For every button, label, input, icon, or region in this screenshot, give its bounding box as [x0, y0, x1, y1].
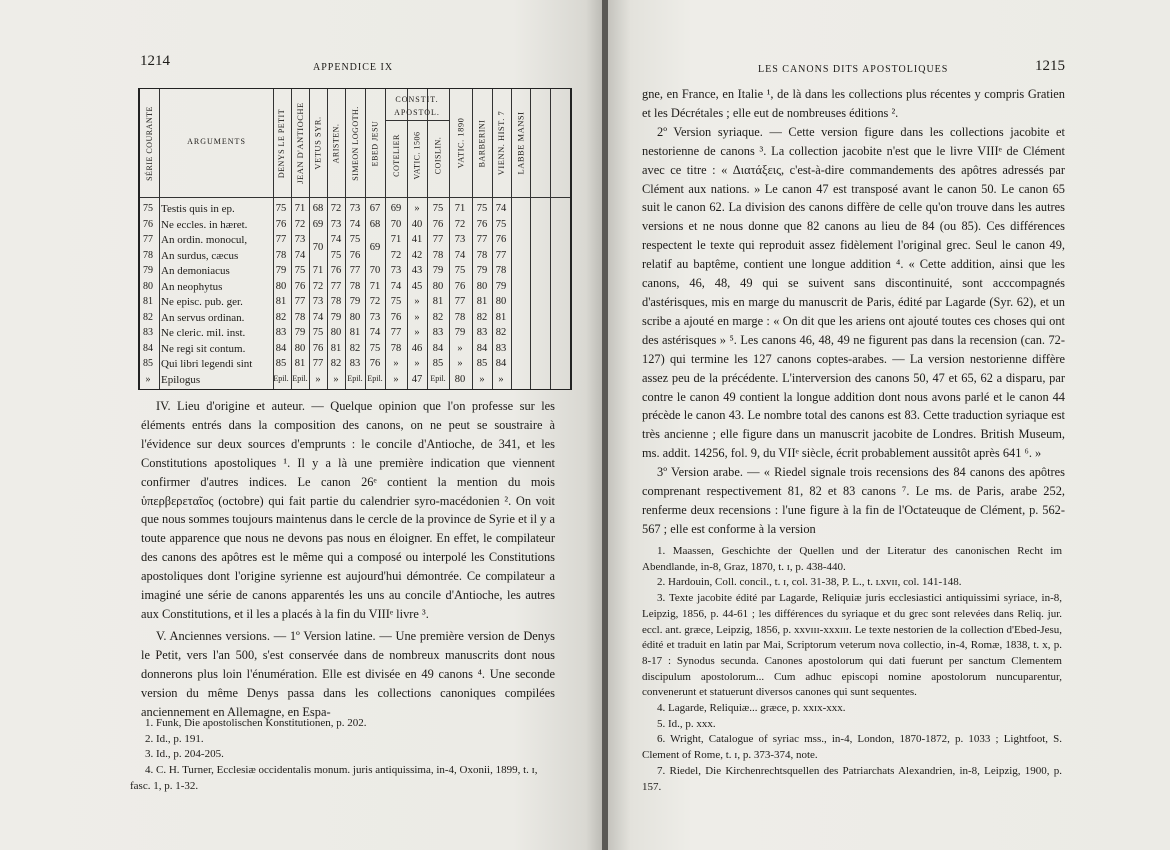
- table-cell: »: [498, 373, 504, 385]
- table-cell: 76: [432, 218, 444, 230]
- table-cell: 42: [411, 249, 423, 261]
- table-cell: 85: [432, 358, 444, 369]
- table-cell: 80: [275, 280, 287, 292]
- canon-argument: An servus ordinan.: [161, 311, 245, 324]
- table-row: [140, 201, 570, 218]
- table-cell: 82: [432, 311, 444, 323]
- footnote: 7. Riedel, Die Kirchenrechtsquellen des Patriarchats Alexandrien, in-8, Leipzig, 1900, p. 157.: [642, 764, 1062, 793]
- canon-argument: Ne eccles. in hæret.: [161, 218, 248, 231]
- table-cell: 81: [275, 296, 287, 307]
- table-row: [140, 294, 570, 311]
- footnote: 1. Funk, Die apostolischen Konstitutionen, p. 202.: [145, 717, 367, 729]
- table-cell: 77: [454, 296, 466, 307]
- table-cell: 75: [349, 234, 361, 245]
- table-cell: 78: [275, 249, 287, 261]
- table-cell: 76: [294, 280, 306, 292]
- left-body-text: [141, 397, 555, 721]
- page-number: 1215: [1035, 58, 1065, 74]
- table-cell: 78: [454, 311, 466, 323]
- table-cell: 84: [495, 358, 507, 369]
- table-cell: 74: [330, 234, 342, 245]
- table-row: [140, 217, 570, 234]
- table-cell: 68: [312, 203, 324, 214]
- canon-argument: An surdus, cæcus: [161, 249, 239, 262]
- table-cell: 83: [349, 358, 361, 369]
- paragraph: IV. Lieu d'origine et auteur. — Quelque opinion que l'on professe sur les éléments entrés dans la composition des canons, on ne peut se soustraire à l'évidence sur deux sources d'emprunts : le concile d'Antioche, de 341, et les Constitutions apostoliques ¹. Il y a là une première indication que viennent confirmer d'autres indices. Le canon 26ᵉ contient la mention du mois ὑπερβερεταῖος (octobre) qui fait partie du calendrier syro-macédonien ². On voit que nous sommes toujours maintenus dans le cercle de la province de Syrie et il y a toute apparence que nous ne devons pas nous en éloigner. En effet, le compilateur des canons des apôtres est le même qui a composé ou interpolé les Constitutions apostoliques dont l'origine syrienne est aujourd'hui démontrée. Ce compilateur a imaginé une série de canons apparentés les uns au concile d'Antioche, les autres aux Constitutions, et il les a placés à la fin du VIIIᵉ livre ³.: [141, 399, 555, 621]
- table-cell: 73: [369, 311, 381, 323]
- table-cell: 75: [275, 203, 287, 214]
- table-cell: 77: [275, 234, 287, 245]
- table-cell: 76: [454, 280, 466, 292]
- table-cell: 78: [432, 249, 444, 261]
- table-cell: Epil.: [292, 373, 308, 383]
- table-group-rule: [385, 120, 449, 121]
- table-cell: »: [414, 311, 420, 323]
- table-cell: 79: [294, 327, 306, 338]
- paragraph: 3º Version arabe. — « Riedel signale trois recensions des 84 canons des apôtres comprenant respectivement 81, 82 et 83 canons ⁷. Le ms. de Paris, arabe 252, renferme deux recensions : l'une figure à la fin de l'Octateuque de Clément, p. 562-567 ; elle est conforme à la version: [642, 465, 1065, 536]
- table-cell: 72: [330, 203, 342, 214]
- table-header-column: JEAN D'ANTIOCHE: [295, 102, 306, 184]
- table-cell: 72: [312, 280, 324, 292]
- table-row: [140, 341, 570, 358]
- canon-number: 80: [143, 280, 153, 292]
- table-cell: 81: [349, 327, 361, 338]
- merged-cell: 70: [312, 242, 324, 253]
- table-cell: 80: [349, 311, 361, 323]
- table-group-header: APOSTOL.: [394, 108, 440, 117]
- table-cell: 80: [432, 280, 444, 292]
- canon-argument: Ne episc. pub. ger.: [161, 296, 243, 308]
- table-cell: 84: [476, 342, 488, 354]
- table-cell: 76: [275, 218, 287, 230]
- table-cell: 82: [349, 342, 361, 354]
- table-cell: 70: [369, 265, 381, 276]
- footnote: 3. Texte jacobite édité par Lagarde, Reliquiæ juris ecclesiastici antiquissimi syriace, in-8, Leipzig, 1856, p. 44-61 ; les différences du syriaque et du grec sont relevées dans Reliq. jur. eccl. ant. græce, Leipzig, 1856, p. xxvɪɪɪ-xxxɪɪɪ. Le texte nestorien de la collection d'Ebed-Jesu, édité et traduit en latin par Mai, Scriptorum veterum nova collectio, in-4, Romæ, 1838, t. x, p. 8-17 : Synodus secunda. Canones apostolorum qui dati fuerunt per sanctum Clementem discipulum apostolorum... Cum adhuc episcopi nomine apostolorum nuncuparentur, convenerunt et statuerunt diversos canones qui sunt sequentes.: [642, 592, 1062, 699]
- table-cell: 73: [312, 296, 324, 307]
- table-cell: »: [457, 358, 463, 369]
- table-cell: 71: [390, 234, 402, 245]
- table-cell: 75: [369, 342, 381, 354]
- table-cell: »: [414, 358, 420, 369]
- table-cell: 77: [390, 327, 402, 338]
- table-cell: 80: [495, 296, 507, 307]
- table-header-column: EBED JESU: [370, 120, 380, 166]
- table-cell: 77: [495, 249, 507, 261]
- canon-argument: Testis quis in ep.: [161, 203, 235, 215]
- table-header-column: ARISTEN.: [331, 123, 341, 163]
- table-row: [140, 372, 570, 389]
- canon-argument: Ne cleric. mil. inst.: [161, 327, 246, 339]
- table-cell: »: [414, 203, 420, 214]
- merged-cell: 69: [369, 242, 381, 253]
- canon-argument: An demoniacus: [161, 265, 230, 277]
- canon-argument: Ne regi sit contum.: [161, 342, 246, 355]
- table-cell: 76: [369, 358, 381, 369]
- table-cell: 43: [411, 265, 423, 276]
- table-cell: 67: [369, 203, 381, 214]
- table-cell: 77: [476, 234, 488, 245]
- table-cell: 79: [432, 265, 444, 276]
- running-head: LES CANONS DITS APOSTOLIQUES: [758, 64, 949, 75]
- table-cell: 79: [495, 280, 507, 292]
- table-cell: 40: [411, 218, 423, 230]
- paragraph: V. Anciennes versions. — 1º Version latine. — Une première version de Denys le Petit, vers l'an 500, s'est conservée dans de nombreux manuscrits dont nous donnerons plus loin l'énumération. Elle est divisée en 49 canons ⁴. Une seconde version du même Denys passa dans les collections canoniques compilées anciennement en Allemagne, en Espa-: [141, 628, 555, 719]
- table-cell: 75: [312, 327, 324, 338]
- table-cell: 82: [275, 311, 287, 323]
- table-cell: Epil.: [273, 373, 289, 383]
- canon-argument: An ordin. monocul,: [161, 234, 248, 246]
- canon-argument: An neophytus: [161, 280, 223, 293]
- table-cell: 73: [454, 234, 466, 245]
- table-cell: 80: [454, 373, 466, 385]
- table-cell: 81: [294, 358, 306, 369]
- paragraph: 2º Version syriaque. — Cette version figure dans les collections jacobite et nestorienne de canons ³. La collection jacobite n'est que le livre VIIIᵉ de Clément avec ce titre : « Διατάξεις, c'est-à-dire commandements des apôtres adressés par Clément aux nations. » Le canon 47 est transposé avant le canon 50. Le canon 65 suit le canon 62. La division des canons diffère de celle qu'on trouve dans les autres versions et ne nous donne que 82 canons au lieu de 84 (ou 85). Ces différences respectent le texte qui reproduit assez fidèlement l'original grec. Seul le canon 49, relatif au baptême, contient une longue addition ⁴. « Cette addition, ainsi que les canons, 46, 48, 49 qui se suivent sans discontinuité, sont acccompagnés d'astérisques, mis en marge du manuscrit de Paris, édité par Lagarde (Syr. 62), et un scribe a ajouté en marge : « On dit que les ariens ont ajouté toutes ces choses qui ont des astérisques » ⁵. Les canons 46, 48, 49 ne figurent pas dans la recension (can. 72-127) qui termine les 127 canons coptes-arabes. — La version nestorienne diffère assez peu de la précédente. L'interversion des canons 50, 47 et 65, 62 a disparu, par contre le canon 49 contient la longue addition dont nous avons parlé et le canon 44 précède le canon 43. Le nombre total des canons est 83. Cette traduction syriaque est très ancienne ; elle figure dans un manuscrit jacobite de Londres. British Museum, ms. addit. 14256, fol. 9, du VIIᵉ siècle, écrit probablement aussitôt après 641 ⁶. »: [642, 124, 1065, 461]
- table-cell: 76: [390, 311, 402, 323]
- table-header-arguments: ARGUMENTS: [187, 137, 246, 146]
- table-cell: »: [393, 373, 399, 385]
- table-cell: 68: [369, 218, 381, 230]
- table-cell: 79: [454, 327, 466, 338]
- table-cell: 85: [275, 358, 287, 369]
- table-cell: 76: [349, 249, 361, 261]
- table-header-column: DENYS LE PETIT: [277, 108, 287, 178]
- table-header-column: VATIC. 1890: [455, 117, 465, 169]
- table-row: [140, 263, 570, 280]
- right-footnotes: [642, 544, 1062, 795]
- footnote: 3. Id., p. 204-205.: [145, 748, 224, 761]
- table-cell: 79: [275, 265, 287, 276]
- table-cell: »: [393, 358, 399, 369]
- table-cell: 76: [312, 342, 324, 354]
- table-header-column: COTELIER: [391, 133, 401, 177]
- concordance-table: [138, 88, 572, 390]
- table-cell: 75: [330, 249, 342, 261]
- table-cell: 77: [312, 358, 324, 369]
- table-cell: 71: [294, 203, 306, 214]
- table-row: [140, 232, 570, 249]
- table-cell: 75: [476, 203, 488, 214]
- table-cell: 80: [330, 327, 342, 338]
- table-cell: 81: [432, 296, 444, 307]
- footnote: 4. C. H. Turner, Ecclesiæ occidentalis monum. juris antiquissima, in-4, Oxonii, 1899, t. ɪ, fasc. 1, p. 1-32.: [130, 764, 538, 792]
- table-cell: 78: [294, 311, 306, 323]
- table-header-column: SÉRIE COURANTE: [144, 105, 154, 181]
- table-cell: 45: [411, 280, 423, 292]
- canon-number: 76: [143, 218, 153, 230]
- running-head: APPENDICE IX: [313, 62, 394, 73]
- canon-argument: Qui libri legendi sint: [161, 358, 253, 370]
- table-cell: 75: [454, 265, 466, 276]
- canon-number: »: [145, 373, 151, 385]
- table-row: [140, 310, 570, 327]
- canon-number: 77: [143, 234, 153, 245]
- table-cell: 82: [330, 358, 342, 369]
- table-cell: Epil.: [347, 373, 363, 383]
- table-cell: 47: [411, 373, 423, 385]
- table-cell: 71: [312, 265, 324, 276]
- footnote: 1. Maassen, Geschichte der Quellen und der Literatur des canonischen Recht im Abendlande, in-8, Graz, 1870, t. ɪ, p. 438-440.: [642, 545, 1062, 573]
- table-cell: 71: [454, 203, 466, 214]
- footnote: 2. Id., p. 191.: [145, 732, 204, 745]
- table-cell: 83: [432, 327, 444, 338]
- table-cell: 78: [476, 249, 488, 261]
- canon-number: 85: [143, 358, 153, 369]
- table-cell: Epil.: [367, 373, 383, 383]
- table-cell: 74: [369, 327, 381, 338]
- table-cell: 72: [454, 218, 466, 230]
- paragraph: gne, en France, en Italie ¹, de là dans les collections plus récentes y compris Gratien et les Décrétales ; elle eut de nombreuses éditions ².: [642, 87, 1065, 120]
- table-cell: 78: [330, 296, 342, 307]
- table-cell: 74: [390, 280, 402, 292]
- canon-number: 75: [143, 203, 153, 214]
- table-cell: 82: [476, 311, 488, 323]
- canon-number: 83: [143, 327, 153, 338]
- table-header-column: SIMEON LOGOTH.: [350, 105, 360, 181]
- table-cell: 83: [275, 327, 287, 338]
- table-cell: 77: [432, 234, 444, 245]
- table-cell: 80: [476, 280, 488, 292]
- table-cell: 73: [349, 203, 361, 214]
- page-number: 1214: [140, 53, 170, 69]
- table-cell: 77: [294, 296, 306, 307]
- table-cell: 75: [495, 218, 507, 230]
- right-page: [608, 0, 1170, 850]
- canon-number: 81: [143, 296, 153, 307]
- table-cell: 84: [275, 342, 287, 354]
- table-cell: 72: [369, 296, 381, 307]
- table-cell: »: [479, 373, 485, 385]
- table-cell: 46: [411, 342, 423, 354]
- table-cell: »: [457, 342, 463, 354]
- footnote: 2. Hardouin, Coll. concil., t. ɪ, col. 31-38, P. L., t. ʟxvɪɪ, col. 141-148.: [657, 576, 962, 589]
- table-row: [140, 248, 570, 265]
- footnote: 5. Id., p. xxx.: [657, 717, 716, 730]
- table-cell: 79: [476, 265, 488, 276]
- table-cell: 75: [390, 296, 402, 307]
- table-cell: 71: [369, 280, 381, 292]
- table-cell: Epil.: [430, 373, 446, 383]
- canon-number: 82: [143, 311, 153, 323]
- table-cell: 74: [349, 218, 361, 230]
- table-cell: 41: [411, 234, 423, 245]
- canon-argument: Epilogus: [161, 373, 201, 386]
- table-cell: »: [315, 373, 321, 385]
- table-cell: 70: [390, 218, 402, 230]
- table-cell: 78: [390, 342, 402, 354]
- table-cell: »: [333, 373, 339, 385]
- right-body-text: [642, 85, 1065, 539]
- table-cell: 81: [330, 342, 342, 354]
- table-cell: 73: [294, 234, 306, 245]
- table-cell: 77: [330, 280, 342, 292]
- table-cell: 74: [454, 249, 466, 261]
- table-cell: 83: [495, 342, 507, 354]
- table-header-column: BARBERINI: [477, 119, 487, 167]
- table-cell: 79: [349, 296, 361, 307]
- table-cell: 69: [390, 203, 402, 214]
- table-cell: 84: [432, 342, 444, 354]
- table-header-column: VIENN. HIST. 7: [496, 110, 507, 176]
- table-cell: »: [414, 296, 420, 307]
- table-cell: 76: [476, 218, 488, 230]
- table-cell: 81: [476, 296, 488, 307]
- canon-number: 84: [143, 342, 153, 354]
- table-row: [140, 279, 570, 296]
- table-cell: 80: [294, 342, 306, 354]
- canon-number: 79: [143, 265, 153, 276]
- table-cell: 72: [294, 218, 306, 230]
- canon-number: 78: [143, 249, 153, 261]
- table-cell: 78: [349, 280, 361, 292]
- table-cell: 74: [312, 311, 324, 323]
- table-cell: 79: [330, 311, 342, 323]
- table-cell: 72: [390, 249, 402, 261]
- left-footnotes: [130, 716, 555, 795]
- table-cell: 74: [495, 203, 507, 214]
- footnote: 6. Wright, Catalogue of syriac mss., in-4, London, 1870-1872, p. 1033 ; Lightfoot, S. Clement of Rome, t. ɪ, p. 373-374, note.: [642, 733, 1062, 762]
- table-cell: 75: [294, 265, 306, 276]
- table-cell: 78: [495, 265, 507, 276]
- table-cell: 76: [495, 234, 507, 245]
- table-cell: 83: [476, 327, 488, 338]
- table-header-column: VETUS SYR.: [313, 116, 323, 170]
- table-cell: 74: [294, 249, 306, 261]
- table-header-column: LABBE MANSI: [515, 111, 526, 175]
- table-cell: 76: [330, 265, 342, 276]
- table-cell: 81: [495, 311, 507, 323]
- table-cell: »: [414, 327, 420, 338]
- table-cell: 82: [495, 327, 507, 338]
- table-cell: 75: [432, 203, 444, 214]
- footnote: 4. Lagarde, Reliquiæ... græce, p. xxɪx-xxx.: [657, 702, 846, 715]
- table-cell: 73: [330, 218, 342, 230]
- table-header-separator: [140, 197, 570, 198]
- table-row: [140, 325, 570, 342]
- table-cell: 85: [476, 358, 488, 369]
- table-group-header: CONSTIT.: [395, 95, 439, 104]
- table-cell: 69: [312, 218, 324, 230]
- table-header-column: COISLIN.: [433, 136, 443, 174]
- table-cell: 73: [390, 265, 402, 276]
- table-header-column: VATIC. 1506: [412, 130, 422, 180]
- table-cell: 77: [349, 265, 361, 276]
- table-row: [140, 356, 570, 373]
